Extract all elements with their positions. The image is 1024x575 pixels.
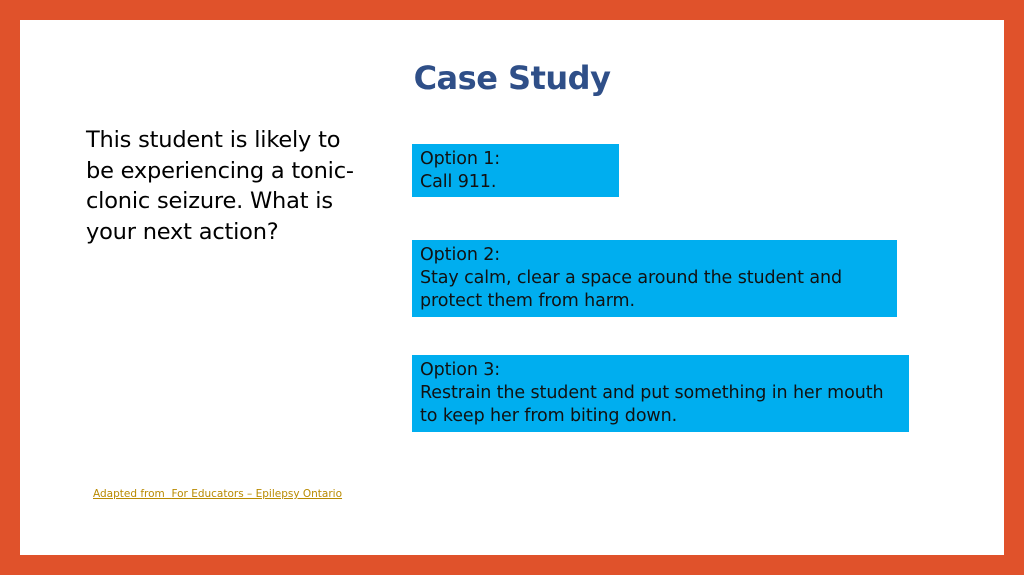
option-3-heading: Option 3:: [420, 360, 501, 380]
attribution-prefix-link[interactable]: Adapted from: [93, 488, 172, 500]
option-3-text: Restrain the student and put something in her mouth to keep her from biting down.: [420, 383, 884, 426]
option-1-heading: Option 1:: [420, 149, 501, 169]
option-2-heading: Option 2:: [420, 245, 501, 265]
option-1-box[interactable]: [412, 144, 619, 197]
option-2-box[interactable]: [412, 240, 897, 317]
option-3-box[interactable]: [412, 355, 909, 432]
slide-canvas: [20, 20, 1004, 555]
case-prompt: This student is likely to be experiencing a tonic-clonic seizure. What is your next action?: [86, 127, 354, 245]
attribution: [93, 487, 342, 501]
slide-title: Case Study: [413, 59, 611, 97]
option-1-text: Call 911.: [420, 172, 497, 192]
option-2-text: Stay calm, clear a space around the student and protect them from harm.: [420, 268, 842, 311]
attribution-source-link[interactable]: For Educators – Epilepsy Ontario: [171, 488, 343, 500]
